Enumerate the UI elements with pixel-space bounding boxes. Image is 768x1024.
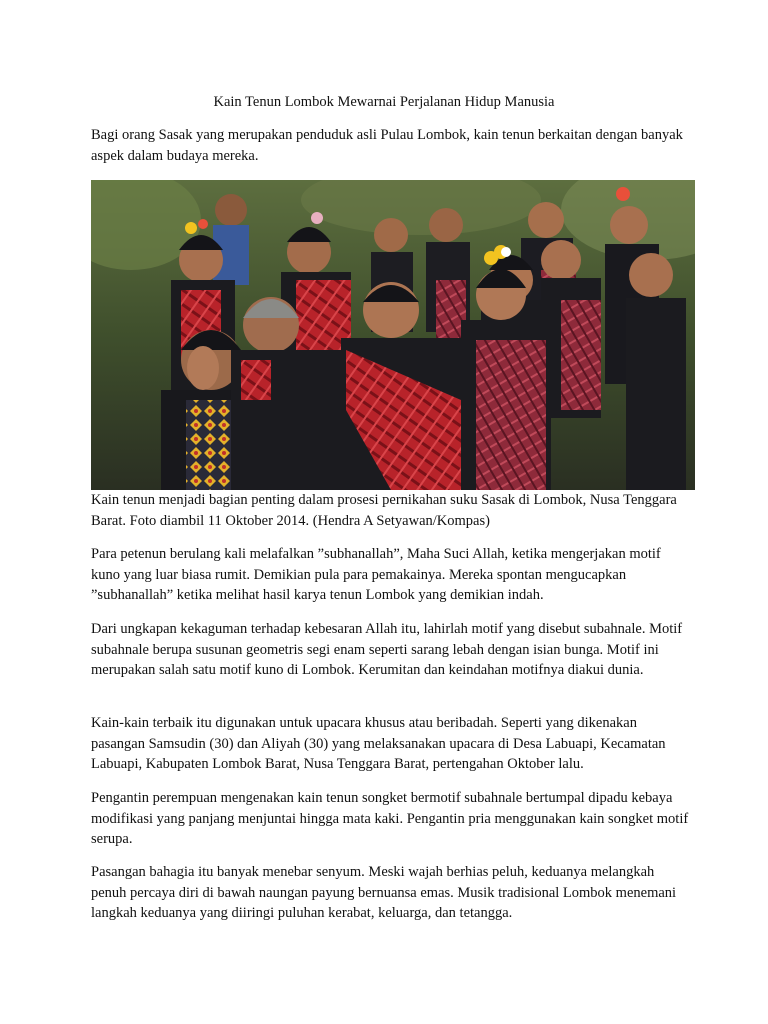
intro-paragraph: Bagi orang Sasak yang merupakan penduduk asli Pulau Lombok, kain tenun berkaitan dengan banyak aspek dalam budaya mereka. <box>91 127 683 164</box>
article-photo <box>91 180 695 490</box>
document-title: Kain Tenun Lombok Mewarnai Perjalanan Hidup Manusia <box>213 94 555 110</box>
body-paragraph: Pengantin perempuan mengenakan kain tenun songket bermotif subahnale bertumpal dipadu kebaya modifikasi yang panjang menjuntai hingga mata kaki. Pengantin pria menggunakan kain songket motif serupa. <box>91 790 689 847</box>
body-paragraph: Kain-kain terbaik itu digunakan untuk upacara khusus atau beribadah. Seperti yang dikenakan pasangan Samsudin (30) dan Aliyah (30) yang melaksanakan upacara di Desa Labuapi, Kecamatan Labuapi, Kabupaten Lombok Barat, Nusa Tenggara Barat, pertengahan Oktober lalu. <box>91 715 666 772</box>
photo-caption: Kain tenun menjadi bagian penting dalam prosesi pernikahan suku Sasak di Lombok, Nusa Tenggara Barat. Foto diambil 11 Oktober 2014. (Hendra A Setyawan/Kompas) <box>91 492 677 529</box>
body-paragraph: Pasangan bahagia itu banyak menebar senyum. Meski wajah berhias peluh, keduanya melangkah penuh percaya diri di bawah naungan payung bernuansa emas. Musik tradisional Lombok menemani langkah keduanya yang diiringi puluhan kerabat, keluarga, dan tetangga. <box>91 864 677 921</box>
body-paragraph: Para petenun berulang kali melafalkan ”subhanallah”, Maha Suci Allah, ketika mengerjakan motif kuno yang luar biasa rumit. Demikian pula para pemakainya. Mereka spontan mengucapkan ”subhanallah” ketika melihat hasil karya tenun Lombok yang demikian indah. <box>91 546 661 603</box>
body-paragraph: Dari ungkapan kekaguman terhadap kebesaran Allah itu, lahirlah motif yang disebut subahnale. Motif subahnale berupa susunan geometris segi enam seperti sarang lebah dengan isian bunga. Motif ini merupakan salah satu motif kuno di Lombok. Kerumitan dan keindahan motifnya diakui dunia. <box>91 621 683 678</box>
